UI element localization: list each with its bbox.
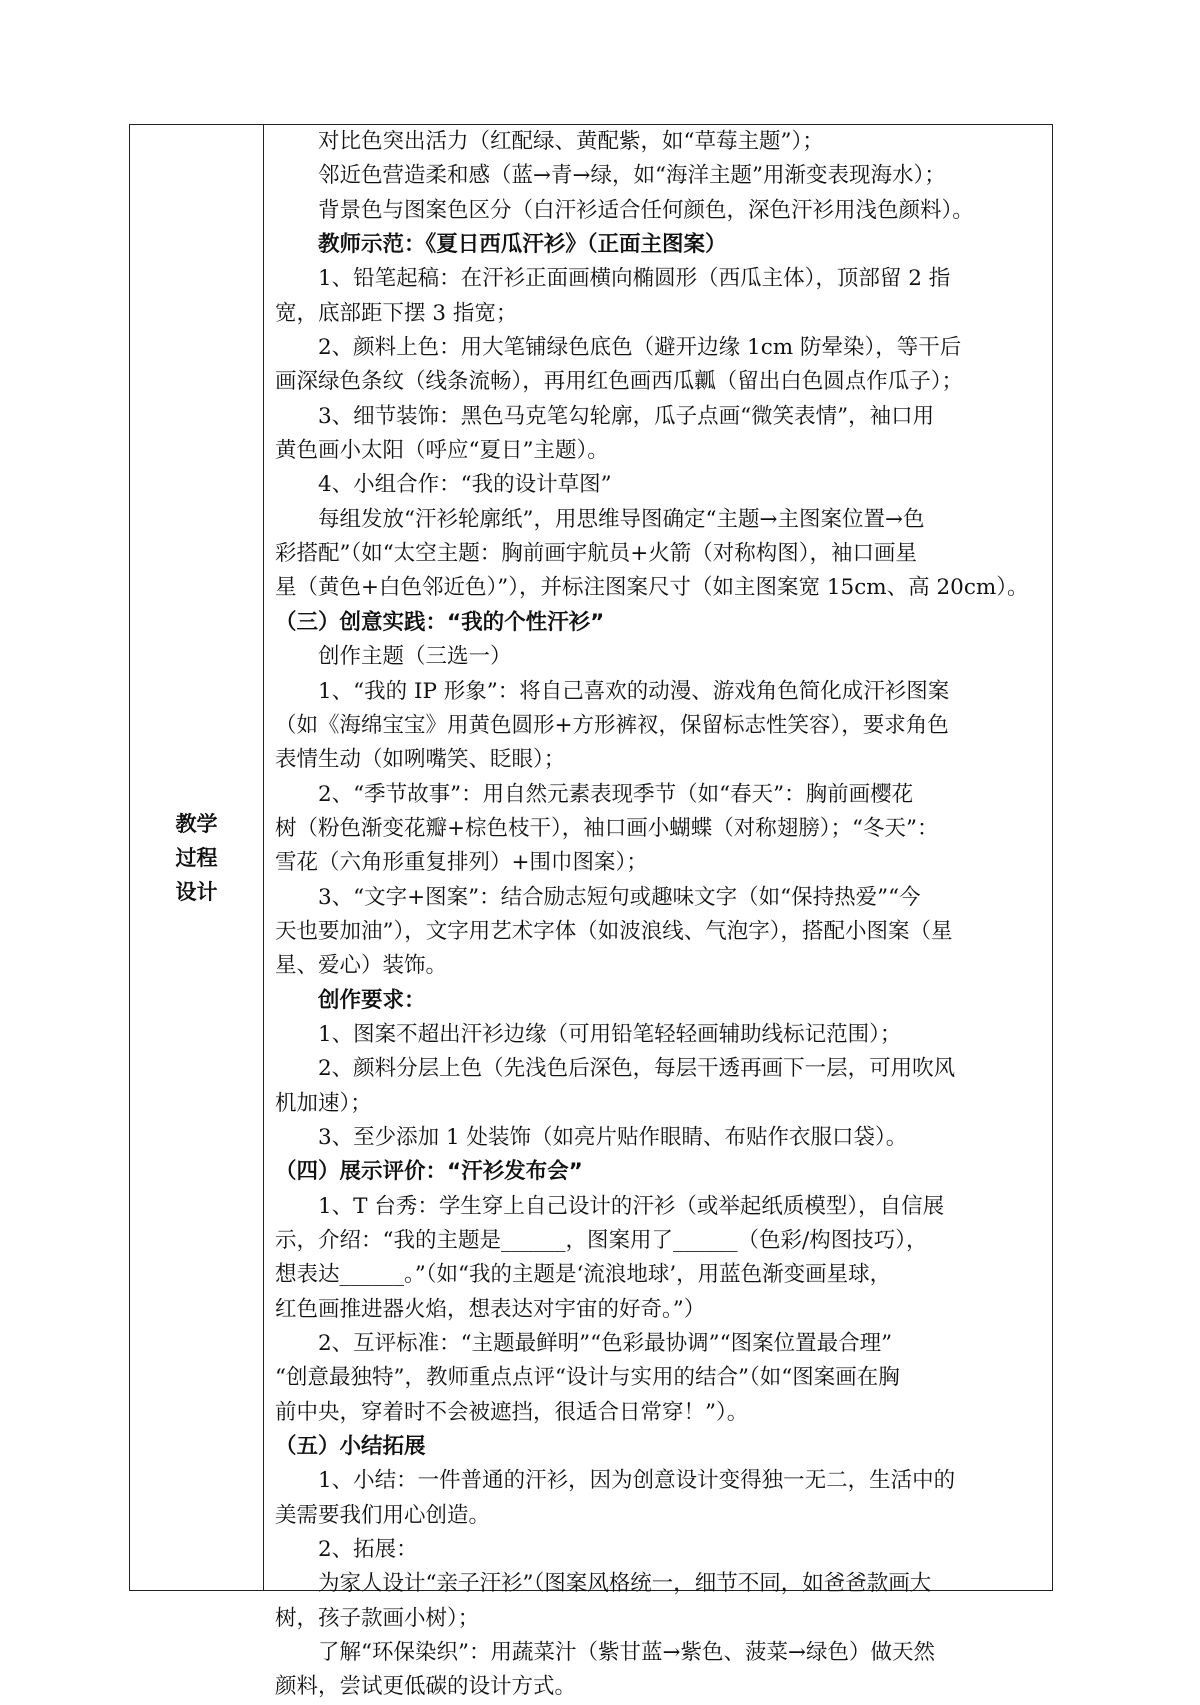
text-line: 树（粉色渐变花瓣+棕色枝干），袖口画小蝴蝶（对称翅膀）；“冬天”： (275, 815, 939, 841)
process-content-cell (275, 125, 1045, 1705)
text-line: 每组发放“汗衫轮廓纸”，用思维导图确定“主题→主图案位置→色 (318, 506, 925, 532)
text-line: 1、铅笔起稿：在汗衫正面画横向椭圆形（西瓜主体），顶部留 2 指 (318, 266, 951, 292)
text-line: 画深绿色条纹（线条流畅），再用红色画西瓜瓤（留出白色圆点作瓜子）； (275, 369, 964, 395)
text-line: 机加速）； (275, 1090, 372, 1116)
section-heading-line: 教师示范：《夏日西瓜汗衫》（正面主图案） (318, 232, 727, 258)
text-line: 2、互评标准：“主题最鲜明”“色彩最协调”“图案位置最合理” (318, 1331, 893, 1357)
row-label-line: 教学 (175, 811, 218, 836)
row-label-line: 过程 (175, 845, 218, 870)
text-line: 为家人设计“亲子汗衫”（图案风格统一，细节不同，如爸爸款画大 (318, 1571, 932, 1597)
section-heading-line: （三）创意实践：“我的个性汗衫” (275, 609, 605, 635)
text-line: 雪花（六角形重复排列）+围巾图案）； (275, 850, 648, 876)
text-line: 1、T 台秀：学生穿上自己设计的汗衫（或举起纸质模型），自信展 (318, 1193, 945, 1219)
text-line: 邻近色营造柔和感（蓝→青→绿，如“海洋主题”用渐变表现海水）； (318, 163, 946, 189)
text-line: 美需要我们用心创造。 (275, 1502, 491, 1528)
section-heading-line: （四）展示评价：“汗衫发布会” (275, 1159, 583, 1185)
text-line: 颜料，尝试更低碳的设计方式。 (275, 1674, 577, 1700)
lesson-table (129, 124, 1053, 1700)
text-line: 星（黄色+白色邻近色）”），并标注图案尺寸（如主图案宽 15cm、高 20cm）。 (275, 575, 1029, 601)
text-line: 黄色画小太阳（呼应“夏日”主题）。 (275, 438, 609, 464)
section-heading-line: （五）小结拓展 (275, 1434, 426, 1460)
text-line: 创作主题（三选一） (318, 644, 512, 670)
text-line: 想表达______。”（如“我的主题是‘流浪地球’，用蓝色渐变画星球， (275, 1262, 892, 1288)
text-line: 了解“环保染织”：用蔬菜汁（紫甘蓝→紫色、菠菜→绿色）做天然 (318, 1640, 936, 1666)
text-line: 前中央，穿着时不会被遮挡，很适合日常穿！”）。 (275, 1399, 749, 1425)
text-line: 彩搭配”（如“太空主题：胸前画宇航员+火箭（对称构图），袖口画星 (275, 541, 918, 567)
row-label-cell (130, 125, 263, 1590)
text-line: 1、小结：一件普通的汗衫，因为创意设计变得独一无二，生活中的 (318, 1468, 956, 1494)
text-line: （如《海绵宝宝》用黄色圆形+方形裤衩，保留标志性笑容），要求角色 (275, 712, 949, 738)
text-line: 2、颜料上色：用大笔铺绿色底色（避开边缘 1cm 防晕染），等干后 (318, 335, 962, 361)
text-line: 2、颜料分层上色（先浅色后深色，每层干透再画下一层，可用吹风 (318, 1056, 956, 1082)
text-line: 4、小组合作：“我的设计草图” (318, 472, 612, 498)
text-line: 3、至少添加 1 处装饰（如亮片贴作眼睛、布贴作衣服口袋）。 (318, 1124, 908, 1150)
text-line: “创意最独特”，教师重点点评“设计与实用的结合”（如“图案画在胸 (275, 1365, 900, 1391)
column-divider (263, 125, 264, 1590)
text-line: 天也要加油”），文字用艺术字体（如波浪线、气泡字），搭配小图案（星 (275, 918, 953, 944)
text-line: 红色画推进器火焰，想表达对宇宙的好奇。”） (275, 1296, 706, 1322)
text-line: 2、拓展： (318, 1537, 418, 1563)
row-label-line: 设计 (175, 879, 218, 904)
text-line: 背景色与图案色区分（白汗衫适合任何颜色，深色汗衫用浅色颜料）。 (318, 197, 974, 223)
text-line: 对比色突出活力（红配绿、黄配紫，如“草莓主题”）； (318, 129, 824, 154)
text-line: 2、“季节故事”：用自然元素表现季节（如“春天”：胸前画樱花 (318, 781, 914, 807)
text-line: 1、“我的 IP 形象”：将自己喜欢的动漫、游戏角色简化成汗衫图案 (318, 678, 950, 704)
text-line: 1、图案不超出汗衫边缘（可用铅笔轻轻画辅助线标记范围）； (318, 1021, 902, 1047)
text-line: 3、“文字+图案”：结合励志短句或趣味文字（如“保持热爱”“今 (318, 884, 921, 910)
text-line: 星、爱心）装饰。 (275, 953, 448, 979)
text-line: 树，孩子款画小树）； (275, 1605, 480, 1631)
section-heading-line: 创作要求： (318, 987, 426, 1013)
text-line: 表情生动（如咧嘴笑、眨眼）； (275, 747, 566, 773)
text-line: 宽，底部距下摆 3 指宽； (275, 300, 518, 326)
text-line: 3、细节装饰：黑色马克笔勾轮廓，瓜子点画“微笑表情”，袖口用 (318, 403, 935, 429)
text-line: 示，介绍：“我的主题是______，图案用了______（色彩/构图技巧）， (275, 1228, 928, 1253)
